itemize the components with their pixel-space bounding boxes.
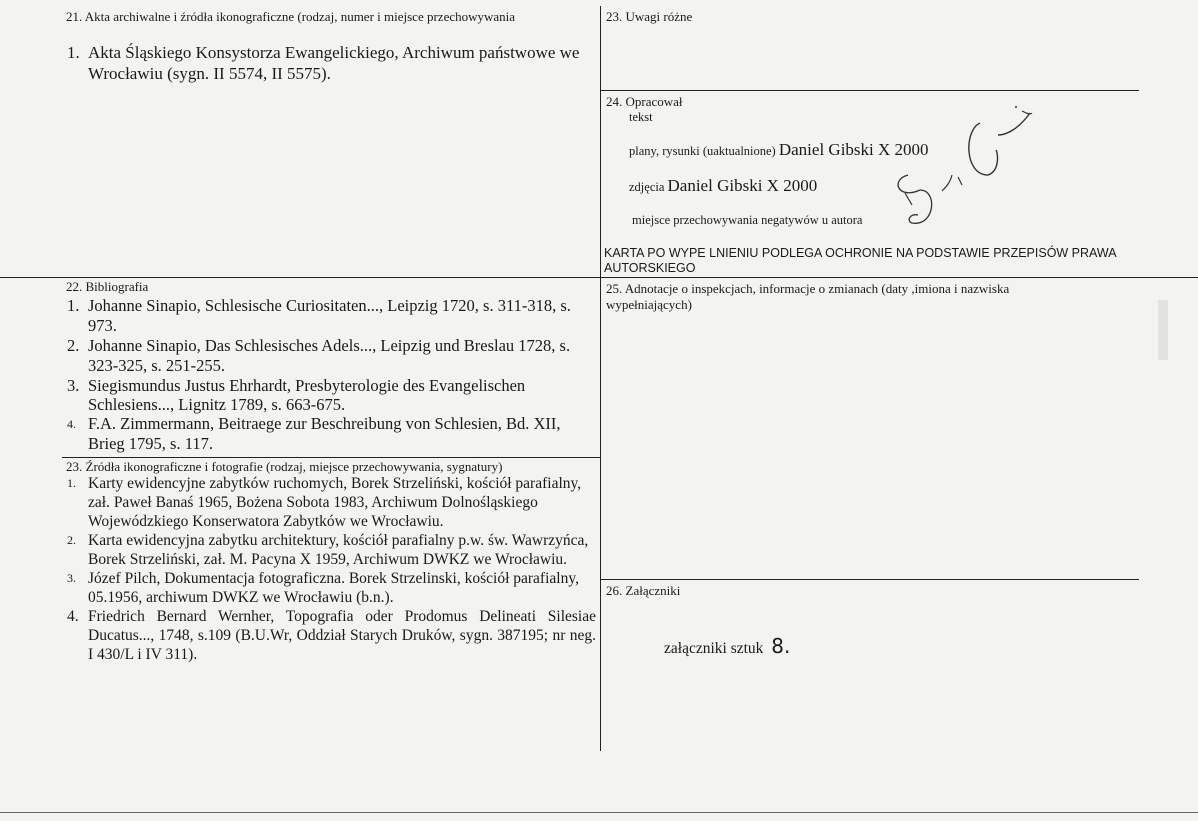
left-divider-22-23 xyxy=(62,457,600,458)
list-item-text: Siegismundus Justus Ehrhardt, Presbyterologie des Evangelischen Schlesiens..., Lignitz 1789, s. 663-675. xyxy=(88,376,526,414)
list-item xyxy=(58,607,596,664)
list-item xyxy=(58,531,596,569)
list-item-number: 1. xyxy=(67,476,76,490)
section-25-header-line2: wypełniających) xyxy=(606,297,692,312)
section-26-header: 26. Załączniki xyxy=(606,583,681,598)
list-item-text: Józef Pilch, Dokumentacja fotograficzna. Borek Strzelinski, kościół parafialny, 05.1956, archiwum DWKZ we Wrocławiu (b.n.). xyxy=(88,570,579,606)
attachments-label: załączniki sztuk xyxy=(664,640,764,657)
list-item-text: Johanne Sinapio, Das Schlesisches Adels..., Leipzig und Breslau 1728, s. 323-325, s. 251-255. xyxy=(88,336,571,375)
section-21-list xyxy=(58,42,596,84)
list-item-number: 1. xyxy=(67,296,80,315)
list-item xyxy=(58,376,596,414)
list-item xyxy=(58,474,596,531)
list-item xyxy=(58,42,596,84)
section-23-sources-header: 23. Źródła ikonograficzne i fotografie (rodzaj, miejsce przechowywania, sygnatury) xyxy=(66,459,503,474)
section-22-list xyxy=(58,296,596,454)
plany-value: Daniel Gibski X 2000 xyxy=(778,140,929,159)
list-item-number: 1. xyxy=(67,43,80,62)
list-item-number: 3. xyxy=(67,376,80,395)
plany-label: plany, rysunki (uaktualnione) xyxy=(629,144,776,158)
list-item xyxy=(58,296,596,336)
list-item-text: Friedrich Bernard Wernher, Topografia oder Prodomus Delineati Silesiae Ducatus..., 1748, s.109 (B.U.Wr, Oddział Starych Druków, sygn. 387195; nr neg. I 430/L i IV 311). xyxy=(88,608,596,663)
right-top-divider xyxy=(601,90,1139,91)
list-item-text: Johanne Sinapio, Schlesische Curiositaten..., Leipzig 1720, s. 311-318, s. 973. xyxy=(88,296,571,335)
list-item xyxy=(58,336,596,376)
bottom-border xyxy=(0,812,1198,813)
negatywy-row xyxy=(632,213,862,228)
list-item-number: 4. xyxy=(67,417,76,431)
section-22-header: 22. Bibliografia xyxy=(66,279,149,294)
list-item xyxy=(58,414,596,454)
section-21-header: 21. Akta archiwalne i źródła ikonograficzne (rodzaj, numer i miejsce przechowywania xyxy=(66,9,516,24)
list-item-text: Akta Śląskiego Konsystorza Ewangelickiego, Archiwum państwowe we Wrocławiu (sygn. II 5574, II 5575). xyxy=(88,43,580,83)
section-23-list xyxy=(58,474,596,664)
list-item-number: 2. xyxy=(67,336,80,355)
right-divider-25-26 xyxy=(601,579,1139,580)
scan-shadow xyxy=(1158,300,1168,360)
section-23-remarks-header: 23. Uwagi różne xyxy=(606,9,693,24)
signature-mark xyxy=(880,105,1040,245)
section-25-header-line1: 25. Adnotacje o inspekcjach, informacje o zmianach (daty ,imiona i nazwiska xyxy=(606,281,1010,296)
list-item-number: 3. xyxy=(67,571,76,585)
list-item-text: Karta ewidencyjna zabytku architektury, kościół parafialny p.w. św. Wawrzyńca, Borek Strzeliński, zał. M. Pacyna X 1959, Archiwum DWKZ we Wrocławiu. xyxy=(88,532,589,568)
list-item-number: 4. xyxy=(67,608,79,625)
zdjecia-label: zdjęcia xyxy=(629,180,665,194)
copyright-notice: KARTA PO WYPE LNIENIU PODLEGA OCHRONIE NA PODSTAWIE PRZEPISÓW PRAWA AUTORSKIEGO xyxy=(604,246,1116,275)
list-item-text: F.A. Zimmermann, Beitraege zur Beschreibung von Schlesien, Bd. XII, Brieg 1795, s. 117. xyxy=(88,414,561,453)
attachments-row xyxy=(664,634,790,658)
zdjecia-value: Daniel Gibski X 2000 xyxy=(667,176,818,195)
list-item-text: Karty ewidencyjne zabytków ruchomych, Borek Strzeliński, kościół parafialny, zał. Paweł Banaś 1965, Bożena Sobota 1983, Archiwum Dolnośląskiego Wojewódzkiego Konserwatora Zabytków we Wrocławiu. xyxy=(88,475,582,530)
negatywy-value: u autora xyxy=(821,213,863,227)
vertical-divider xyxy=(600,6,601,751)
attachments-count: 8. xyxy=(771,634,791,658)
negatywy-label: miejsce przechowywania negatywów xyxy=(632,213,819,227)
section-24-header: 24. Opracował xyxy=(606,94,683,109)
left-divider-21-22 xyxy=(0,277,1198,278)
list-item-number: 2. xyxy=(67,533,76,547)
zdjecia-row xyxy=(629,176,817,196)
list-item xyxy=(58,569,596,607)
tekst-label: tekst xyxy=(629,110,653,124)
